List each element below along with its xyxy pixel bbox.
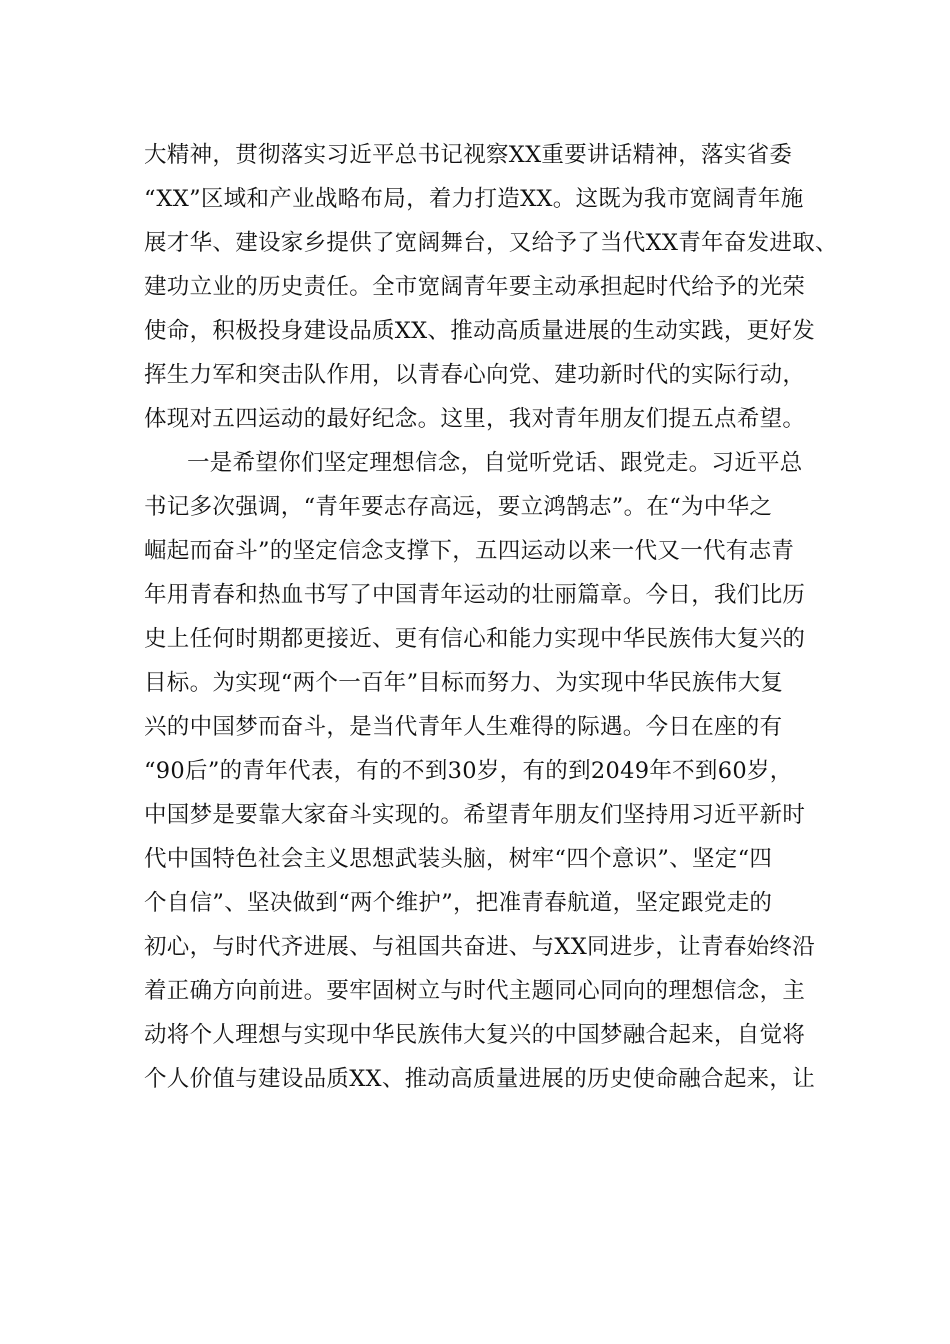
text-line: 崛起而奋斗”的坚定信念支撑下，五四运动以来一代又一代有志青 <box>144 538 795 564</box>
text-line: 代中国特色社会主义思想武装头脑，树牢“四个意识”、坚定“四 <box>144 846 773 872</box>
text-line: 着正确方向前进。要牢固树立与时代主题同心同向的理想信念，主 <box>144 978 806 1004</box>
text-line: 展才华、建设家乡提供了宽阔舞台，又给予了当代XX青年奋发进取、 <box>144 230 838 256</box>
text-line: 中国梦是要靠大家奋斗实现的。希望青年朋友们坚持用习近平新时 <box>144 802 806 828</box>
text-line: 书记多次强调，“青年要志存高远，要立鸿鹄志”。在“为中华之 <box>144 494 773 520</box>
text-line: 个自信”、坚决做到“两个维护”，把准青春航道，坚定跟党走的 <box>144 890 773 916</box>
text-line: 个人价值与建设品质XX、推动高质量进展的历史使命融合起来，让 <box>144 1066 816 1092</box>
text-line: 兴的中国梦而奋斗，是当代青年人生难得的际遇。今日在座的有 <box>144 714 783 740</box>
text-line: 使命，积极投身建设品质XX、推动高质量进展的生动实践，更好发 <box>144 318 816 344</box>
text-line: 大精神，贯彻落实习近平总书记视察XX重要讲话精神，落实省委 <box>144 142 793 168</box>
text-line: 体现对五四运动的最好纪念。这里，我对青年朋友们提五点希望。 <box>144 406 806 432</box>
text-line: 挥生力军和突击队作用，以青春心向党、建功新时代的实际行动， <box>144 362 806 388</box>
paragraph-first-line: 一是希望你们坚定理想信念，自觉听党话、跟党走。习近平总 <box>187 450 803 476</box>
text-line: 建功立业的历史责任。全市宽阔青年要主动承担起时代给予的光荣 <box>144 274 806 300</box>
text-line: 动将个人理想与实现中华民族伟大复兴的中国梦融合起来，自觉将 <box>144 1022 806 1048</box>
text-line: “XX”区域和产业战略布局，着力打造XX。这既为我市宽阔青年施 <box>144 186 804 212</box>
text-line: 年用青春和热血书写了中国青年运动的壮丽篇章。今日，我们比历 <box>144 582 806 608</box>
text-line: 史上任何时期都更接近、更有信心和能力实现中华民族伟大复兴的 <box>144 626 806 652</box>
text-line: 初心，与时代齐进展、与祖国共奋进、与XX同进步，让青春始终沿 <box>144 934 816 960</box>
text-line: “90后”的青年代表，有的不到30岁，有的到2049年不到60岁， <box>144 758 793 784</box>
text-line: 目标。为实现“两个一百年”目标而努力、为实现中华民族伟大复 <box>144 670 784 696</box>
